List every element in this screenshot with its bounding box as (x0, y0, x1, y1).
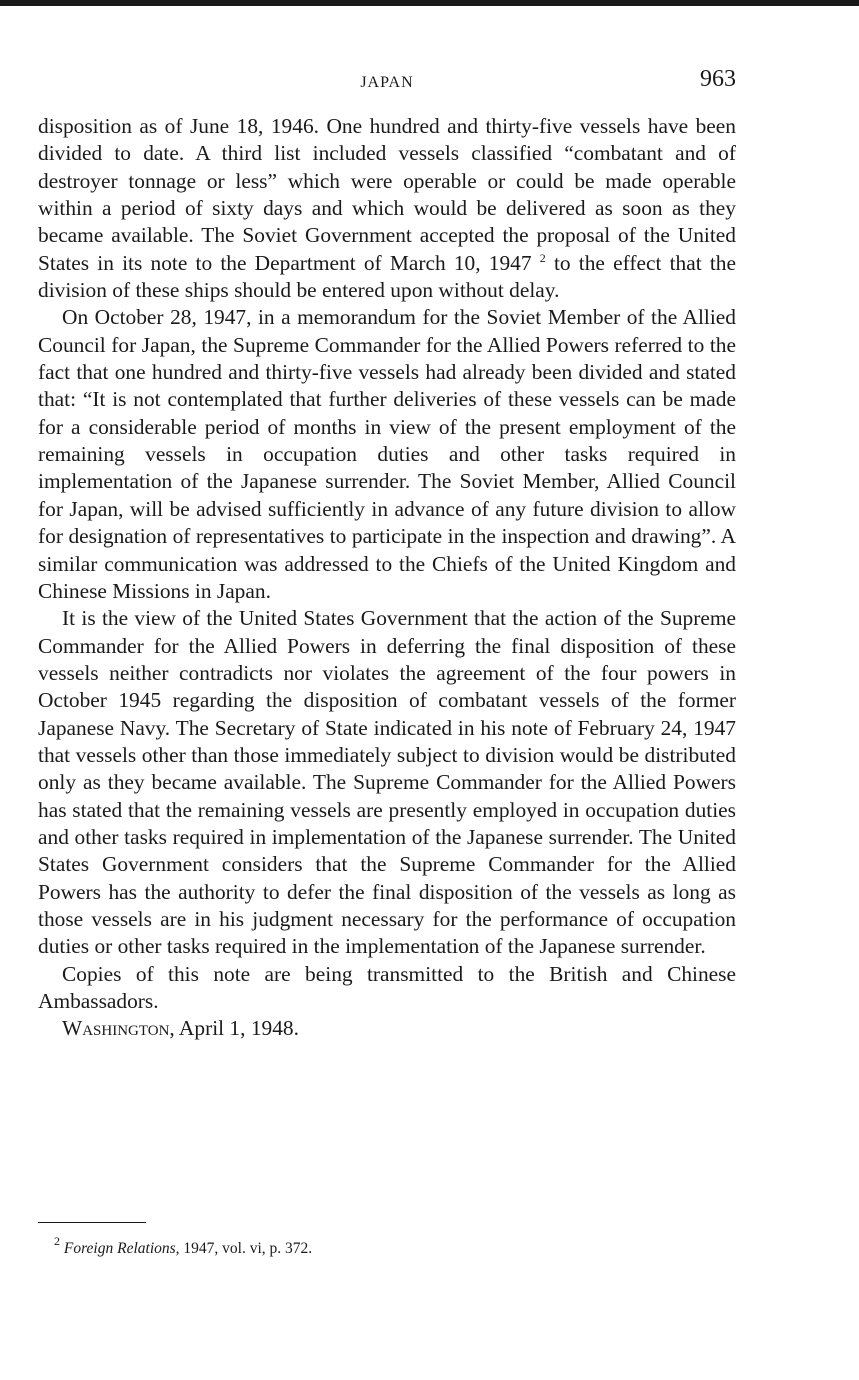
footnote-citation: , 1947, vol. vi, p. 372. (175, 1240, 313, 1257)
paragraph: Copies of this note are being transmitted to the British and Chinese Ambassadors. (38, 961, 736, 1013)
page-number: 963 (700, 66, 736, 92)
footnote-marker: 2 (54, 1234, 60, 1248)
paragraph-text: disposition as of June 18, 1946. One hundred and thirty-five vessels have been divided to date. A third list included vessels classified “combatant and of destroyer tonnage or less” which were operable or could be made operable within a period of sixty days and which would be delivered as soon as they became available. The Soviet Government accepted the proposal of the United States in its note to the Department of March 10, 1947 (38, 114, 736, 275)
paragraph-continued (38, 113, 736, 304)
signature-date: , April 1, 1948. (169, 1016, 299, 1041)
running-head (38, 66, 736, 96)
paragraph-text-continued: to the effect that the division of these ships should be entered upon without delay. (38, 250, 736, 303)
footnote-title: Foreign Relations (63, 1240, 176, 1257)
top-border-rule (0, 0, 859, 6)
paragraph: On October 28, 1947, in a memorandum for the Soviet Member of the Allied Council for Japan, the Supreme Commander for the Allied Powers referred to the fact that one hundred and thirty-five vessels had already been divided and stated that: “It is not contemplated that further deliveries of these vessels can be made for a considerable period of months in view of the present employment of the remaining vessels in occupation duties and other tasks required in implementation of the Japanese surrender. The Soviet Member, Allied Council for Japan, will be advised sufficiently in advance of any future division to allow for designation of representatives to participate in the inspection and drawing”. A similar communication was addressed to the Chiefs of the United Kingdom and Chinese Missions in Japan. (38, 305, 736, 603)
body-text (38, 113, 736, 1043)
footnote-rule (38, 1222, 146, 1223)
signature-place: Washington (62, 1016, 170, 1041)
signature-line (38, 1015, 736, 1042)
footnote (54, 1234, 313, 1258)
footnote-reference: 2 (539, 250, 546, 265)
running-title: JAPAN (360, 74, 414, 91)
paragraph: It is the view of the United States Government that the action of the Supreme Commander for the Allied Powers in deferring the final disposition of these vessels neither contradicts nor violates the agreement of the four powers in October 1945 regarding the disposition of combatant vessels of the former Japanese Navy. The Secretary of State indicated in his note of February 24, 1947 that vessels other than those immediately subject to division would be distributed only as they became available. The Supreme Commander for the Allied Powers has stated that the remaining vessels are presently employed in occupation duties and other tasks required in implementation of the Japanese surrender. The United States Government considers that the Supreme Commander for the Allied Powers has the authority to defer the final disposition of the vessels as long as those vessels are in his judgment necessary for the performance of occupation duties or other tasks required in the implementation of the Japanese surrender. (38, 606, 736, 959)
